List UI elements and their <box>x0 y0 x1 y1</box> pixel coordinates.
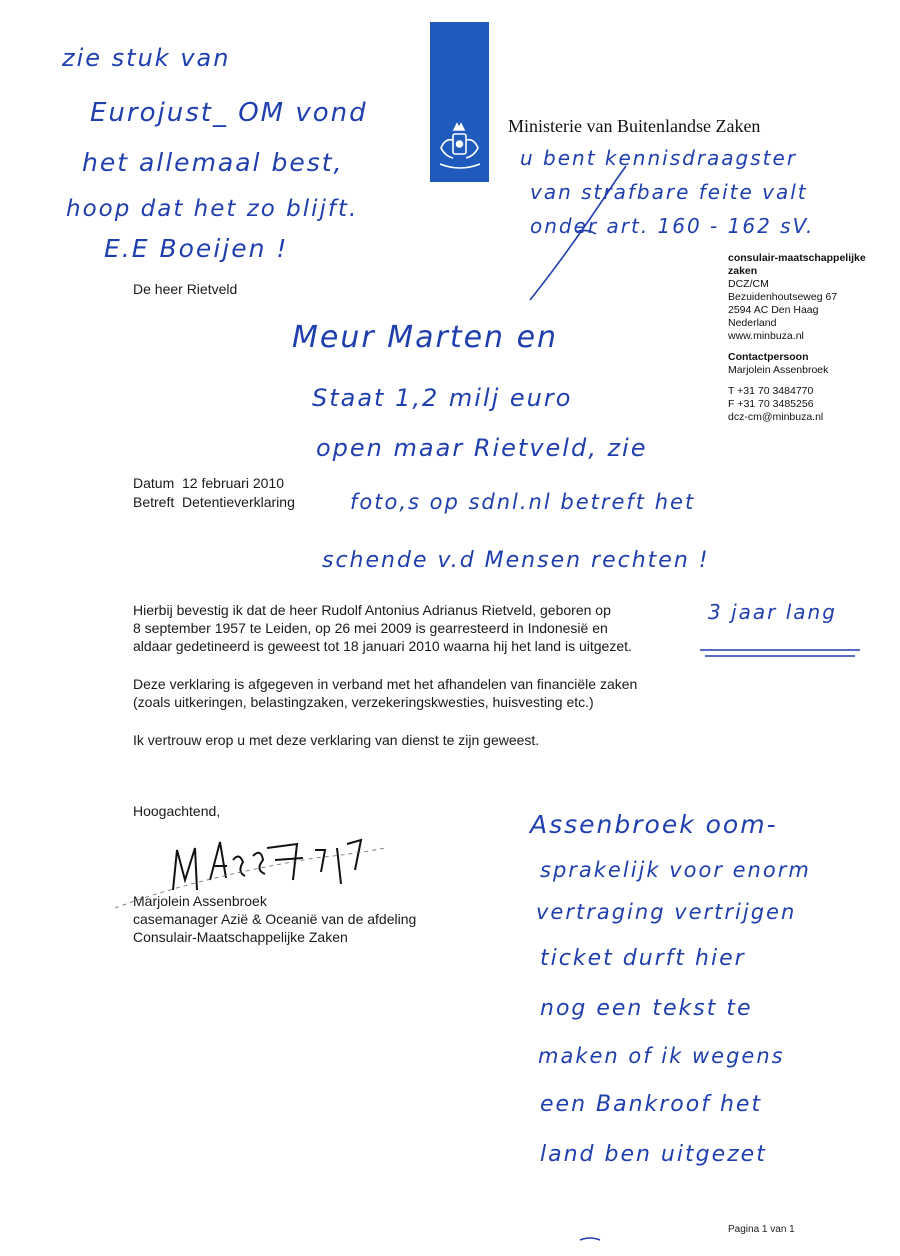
handwritten-note: nog een tekst te <box>540 996 753 1021</box>
body-line: Hierbij bevestig ik dat de heer Rudolf Antonius Adrianus Rietveld, geboren op <box>133 602 611 618</box>
pen-arrow-stroke <box>530 166 626 300</box>
handwritten-note: 3 jaar lang <box>708 600 837 624</box>
handwritten-note: Eurojust_ OM vond <box>90 98 368 128</box>
body-line: aldaar gedetineerd is geweest tot 18 januari 2010 waarna hij het land is uitgezet. <box>133 638 632 654</box>
subject-label: Betreft <box>133 494 175 510</box>
date-value: 12 februari 2010 <box>182 475 284 491</box>
handwritten-note: Staat 1,2 milj euro <box>312 384 573 412</box>
handwritten-note: van strafbare feite valt <box>530 180 808 204</box>
address-line: Nederland <box>728 317 777 329</box>
signatory-title: casemanager Azië & Oceanië van de afdeling <box>133 911 417 927</box>
email: dcz-cm@minbuza.nl <box>728 411 824 423</box>
body-line: Deze verklaring is afgegeven in verband met het afhandelen van financiële zaken <box>133 676 638 692</box>
pen-dot-stroke <box>580 1238 600 1240</box>
handwritten-note: het allemaal best, <box>82 148 344 177</box>
handwritten-note: ticket durft hier <box>540 946 746 971</box>
handwritten-note: hoop dat het zo blijft. <box>66 196 359 222</box>
contact-heading: Contactpersoon <box>728 351 809 363</box>
handwritten-note: vertraging vertrijgen <box>536 900 797 924</box>
handwritten-note: een Bankroof het <box>540 1092 763 1117</box>
signatory-department: Consulair-Maatschappelijke Zaken <box>133 929 348 945</box>
body-paragraph-3: Ik vertrouw erop u met deze verklaring van dienst te zijn geweest. <box>133 732 540 748</box>
fax: F +31 70 3485256 <box>728 398 814 410</box>
handwritten-note: land ben uitgezet <box>540 1142 767 1167</box>
handwritten-note: open maar Rietveld, zie <box>316 434 648 462</box>
handwritten-note: foto,s op sdnl.nl betreft het <box>350 490 696 514</box>
handwritten-note: u bent kennisdraagster <box>520 146 798 170</box>
handwritten-note: Assenbroek oom- <box>530 810 778 839</box>
body-line: 8 september 1957 te Leiden, op 26 mei 2009 is gearresteerd in Indonesië en <box>133 620 608 636</box>
handwritten-note: schende v.d Mensen rechten ! <box>322 548 710 573</box>
department-line-1: consulair-maatschappelijke <box>728 252 866 264</box>
department-line-2: zaken <box>728 265 758 277</box>
signatory-name: Marjolein Assenbroek <box>133 893 267 909</box>
handwritten-note: maken of ik wegens <box>538 1044 785 1068</box>
address-line: DCZ/CM <box>728 278 769 290</box>
contact-name: Marjolein Assenbroek <box>728 364 829 376</box>
body-line: (zoals uitkeringen, belastingzaken, verzekeringskwesties, huisvesting etc.) <box>133 694 594 710</box>
date-label: Datum <box>133 475 175 491</box>
website: www.minbuza.nl <box>728 330 804 342</box>
handwritten-note: sprakelijk voor enorm <box>540 858 811 882</box>
handwritten-note: zie stuk van <box>62 44 231 72</box>
handwritten-note: Meur Marten en <box>292 320 559 355</box>
page-number: Pagina 1 van 1 <box>728 1224 795 1235</box>
phone: T +31 70 3484770 <box>728 385 814 397</box>
address-line: 2594 AC Den Haag <box>728 304 819 316</box>
ministry-name: Ministerie van Buitenlandse Zaken <box>508 116 761 136</box>
address-line: Bezuidenhoutseweg 67 <box>728 291 838 303</box>
handwritten-note: E.E Boeijen ! <box>104 234 289 263</box>
subject-value: Detentieverklaring <box>182 494 295 510</box>
handwritten-note: onder art. 160 - 162 sV. <box>530 214 815 238</box>
greeting: Hoogachtend, <box>133 803 221 819</box>
recipient: De heer Rietveld <box>133 281 238 297</box>
